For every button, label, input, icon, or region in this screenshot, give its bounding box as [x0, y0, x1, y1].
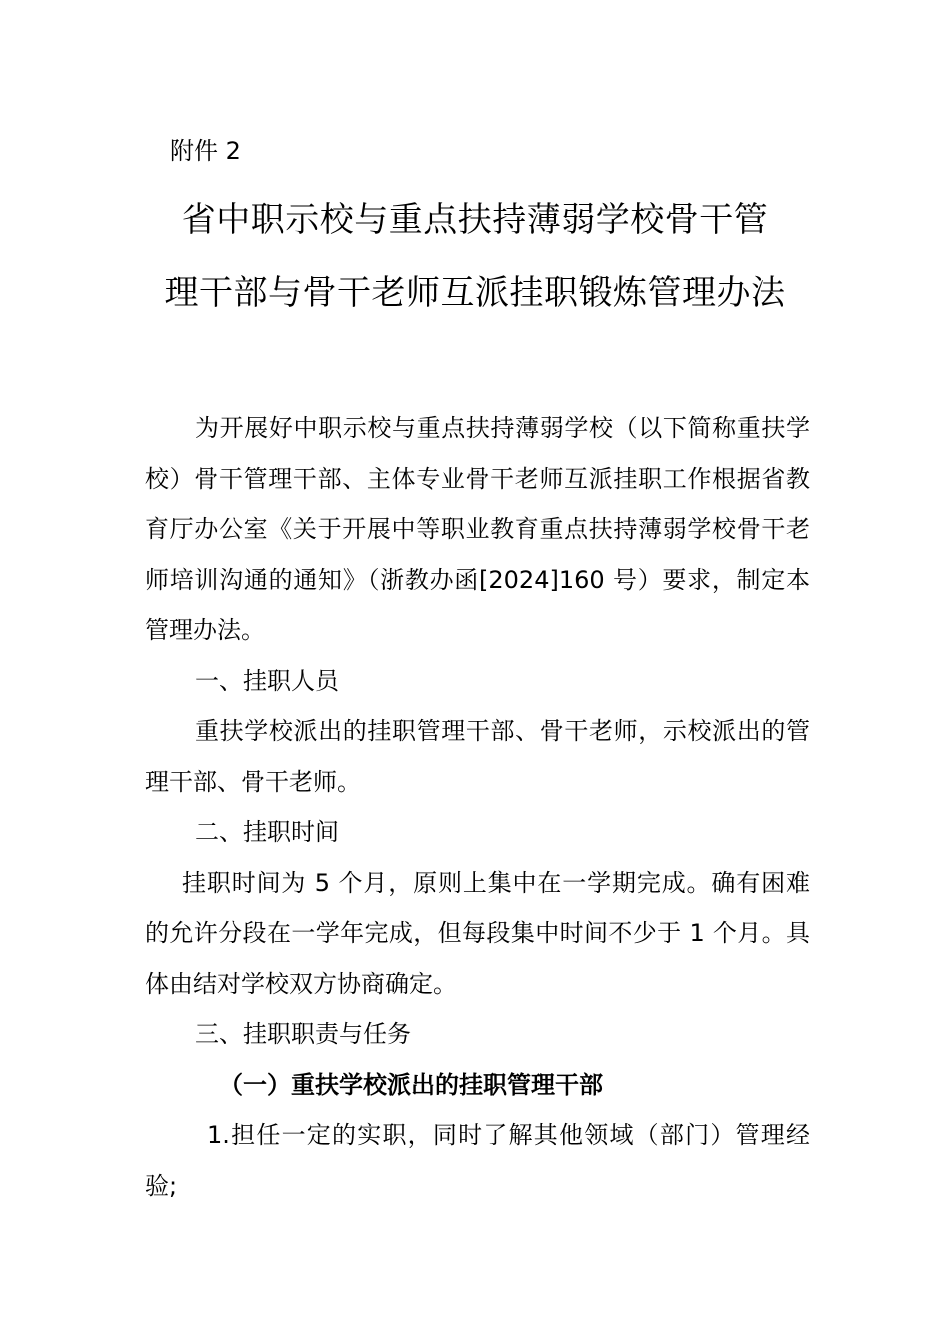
section-3-item-1: 1.担任一定的实职，同时了解其他领域（部门）管理经验; [145, 1121, 810, 1200]
section-1-heading: 一、挂职人员 [195, 666, 339, 695]
section-1-body: 重扶学校派出的挂职管理干部、骨干老师，示校派出的管理干部、骨干老师。 [145, 717, 810, 796]
attachment-label: 附件 2 [170, 137, 241, 165]
section-2-heading: 二、挂职时间 [195, 818, 339, 846]
section-2-body: 挂职时间为 5 个月，原则上集中在一学期完成。确有困难的允许分段在一学年完成，但每段集中时间不少于 1 个月。具体由结对学校双方协商确定。 [145, 868, 810, 998]
intro-paragraph: 为开展好中职示校与重点扶持薄弱学校（以下简称重扶学校）骨干管理干部、主体专业骨干老师互派挂职工作根据省教育厅办公室《关于开展中等职业教育重点扶持薄弱学校骨干老师培训沟通的通知》（浙教办函[2024]160 号）要求，制定本管理办法。 [145, 414, 810, 644]
section-3-heading: 三、挂职职责与任务 [195, 1020, 411, 1048]
document-body [145, 403, 810, 1211]
section-3-subheading-1: （一）重扶学校派出的挂职管理干部 [219, 1070, 603, 1099]
document-title-line-2: 理干部与骨干老师互派挂职锻炼管理办法 [164, 273, 786, 313]
document-title-line-1: 省中职示校与重点扶持薄弱学校骨干管 [181, 200, 769, 240]
